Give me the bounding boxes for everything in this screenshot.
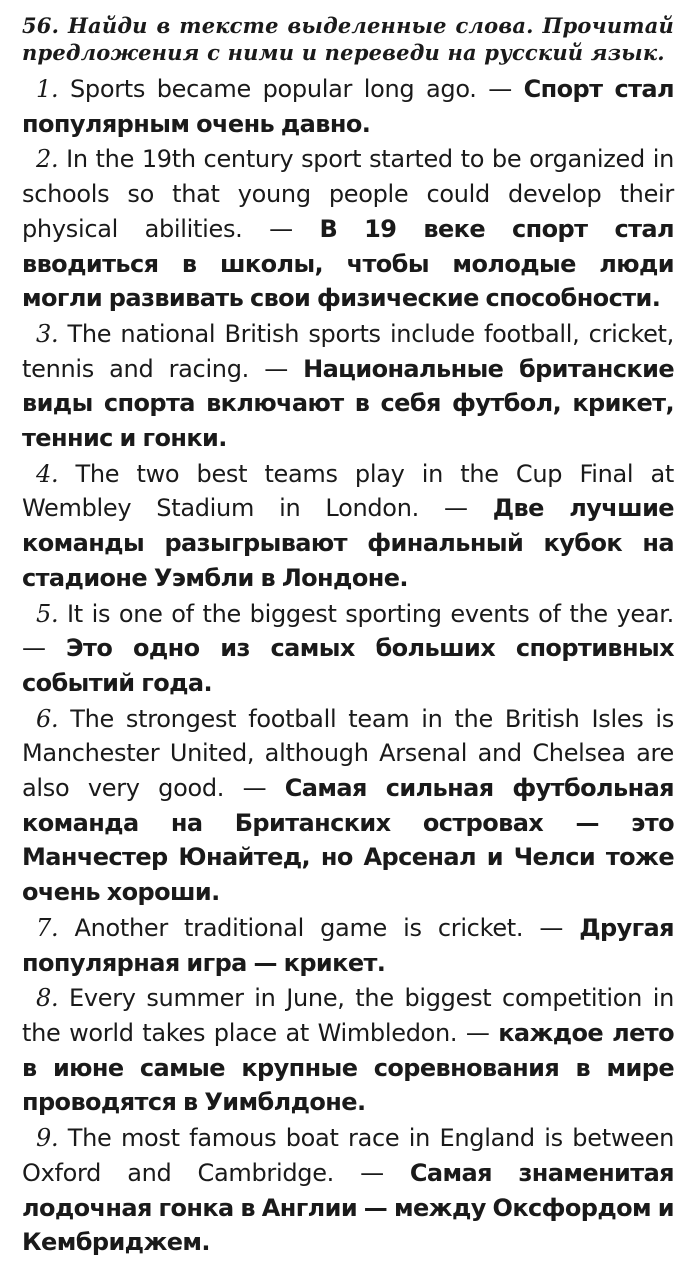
sentence-item-9 bbox=[22, 1121, 674, 1260]
sentence-item-1 bbox=[22, 72, 674, 141]
english-sentence: In the 19th century sport started to be organized in schools so that young people could develop their physical abilities. bbox=[22, 145, 674, 243]
dash-separator: — bbox=[539, 913, 564, 942]
item-number: 6. bbox=[36, 704, 59, 733]
russian-translation: Спорт стал популярным очень давно. bbox=[22, 75, 674, 138]
item-number: 1. bbox=[36, 75, 59, 103]
item-number: 9. bbox=[36, 1124, 59, 1153]
english-sentence: Every summer in June, the biggest competition in the world takes place at Wimbledon. bbox=[22, 984, 674, 1047]
item-number: 2. bbox=[36, 145, 59, 174]
sentence-item-3 bbox=[22, 317, 674, 456]
item-number: 5. bbox=[36, 599, 59, 628]
dash-separator: — bbox=[269, 214, 293, 243]
russian-translation: Две лучшие команды разыгрывают финальный кубок на стадионе Уэмбли в Лондоне. bbox=[22, 494, 674, 592]
item-number: 8. bbox=[36, 984, 59, 1013]
english-sentence: Another traditional game is cricket. bbox=[74, 913, 524, 942]
dash-separator: — bbox=[242, 774, 267, 803]
russian-translation: Самая сильная футбольная команда на Британских островах — это Манчестер Юнайтед, но Арсенал и Челси тоже очень хороши. bbox=[22, 774, 674, 907]
sentence-item-8 bbox=[22, 981, 674, 1120]
russian-translation: Национальные британские виды спорта включают в себя футбол, крикет, теннис и гонки. bbox=[22, 354, 675, 453]
english-sentence: The two best teams play in the Cup Final at Wembley Stadium in London. bbox=[22, 459, 674, 523]
english-sentence: The most famous boat race in England is between Oxford and Cambridge. bbox=[22, 1124, 674, 1187]
russian-translation: Самая знаменитая лодочная гонка в Англии — между Оксфордом и Кембриджем. bbox=[22, 1158, 674, 1257]
item-number: 4. bbox=[36, 459, 59, 488]
russian-translation: Другая популярная игра — крикет. bbox=[22, 913, 674, 977]
sentence-item-6 bbox=[22, 702, 674, 910]
sentence-item-5 bbox=[22, 597, 674, 701]
sentence-item-2 bbox=[22, 142, 674, 316]
item-number: 3. bbox=[36, 319, 59, 348]
task-number: 56. bbox=[22, 13, 60, 38]
english-sentence: It is one of the biggest sporting events of the year. bbox=[67, 599, 674, 628]
task-header bbox=[22, 12, 674, 66]
sentence-item-4 bbox=[22, 457, 674, 596]
dash-separator: — bbox=[488, 75, 512, 103]
task-instruction: Найди в тексте выделенные слова. Прочитай предложения с ними и переведи на русский язык. bbox=[22, 13, 674, 65]
english-sentence: The strongest football team in the British Isles is Manchester United, although Arsenal and Chelsea are also very good. bbox=[22, 704, 674, 803]
item-number: 7. bbox=[36, 913, 59, 942]
dash-separator: — bbox=[264, 354, 288, 383]
english-sentence: Sports became popular long ago. bbox=[69, 75, 477, 103]
sentence-item-7 bbox=[22, 911, 674, 980]
russian-translation: Это одно из самых больших спортивных событий года. bbox=[22, 634, 674, 697]
dash-separator: — bbox=[22, 634, 46, 663]
dash-separator: — bbox=[444, 494, 468, 523]
dash-separator: — bbox=[360, 1158, 384, 1187]
dash-separator: — bbox=[465, 1018, 490, 1047]
textbook-page bbox=[22, 12, 674, 1261]
english-sentence: The national British sports include football, cricket, tennis and racing. bbox=[22, 319, 674, 383]
russian-translation: каждое лето в июне самые крупные соревнования в мире проводятся в Уимблдоне. bbox=[22, 1018, 674, 1117]
russian-translation: В 19 веке спорт стал вводиться в школы, чтобы молодые люди могли развивать свои физические способности. bbox=[22, 214, 674, 313]
